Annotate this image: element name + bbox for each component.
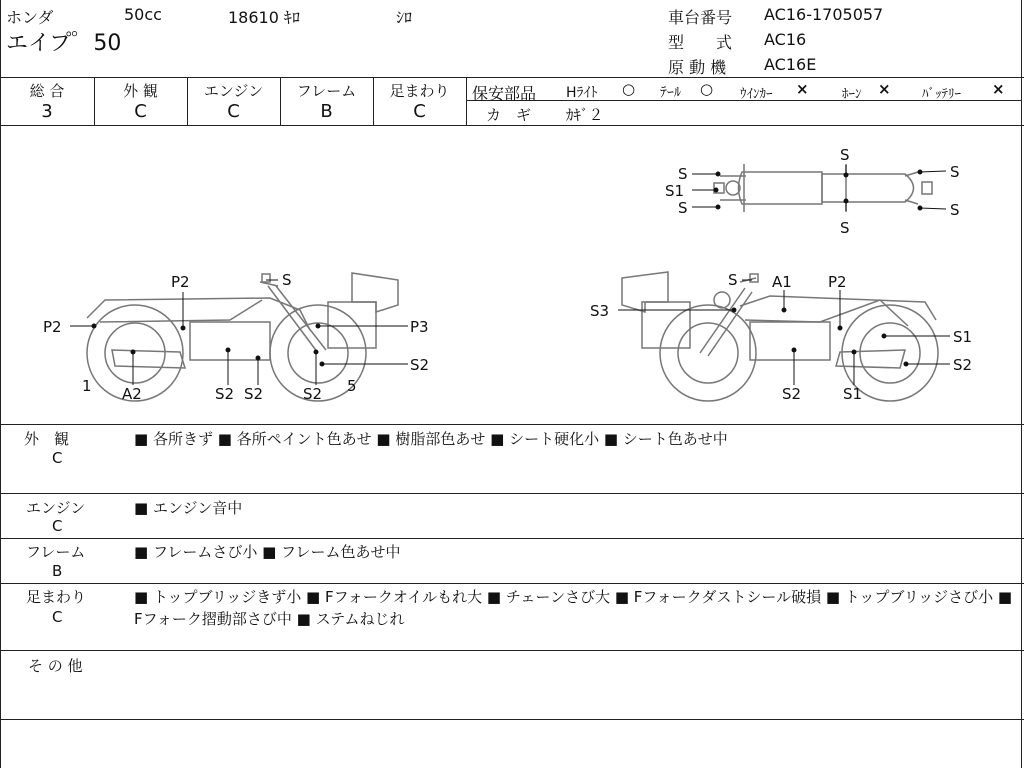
grade-label-suspension: 足まわり xyxy=(389,82,450,100)
type-value: AC16 xyxy=(764,30,807,49)
safety-mark-horn: × xyxy=(878,80,891,98)
diagram-label: S2 xyxy=(782,385,802,403)
grade-value-engine: C xyxy=(227,101,240,122)
diagram-label: A1 xyxy=(772,273,792,291)
diagram-label: 1 xyxy=(82,377,92,395)
section-text: ■ 各所きず ■ 各所ペイント色あせ ■ 樹脂部色あせ ■ シート硬化小 ■ シート色あせ中 xyxy=(134,430,728,448)
grade-value-exterior: C xyxy=(134,101,147,122)
section-grade: C xyxy=(52,449,63,467)
diagram-label: S xyxy=(950,163,960,181)
model-name: エイプ゜50 xyxy=(6,31,122,56)
diagram-label: S xyxy=(678,165,688,183)
diagram-label: S1 xyxy=(953,328,973,346)
section-title: フレーム xyxy=(26,543,86,561)
safety-item-horn: ﾎｰﾝ xyxy=(842,87,862,102)
grade-label-frame: フレーム xyxy=(296,82,357,100)
divider xyxy=(0,719,1024,720)
divider xyxy=(0,77,1024,78)
section-text: ■ エンジン音中 xyxy=(134,499,243,517)
section-title: エンジン xyxy=(26,499,86,517)
mileage: 18610 ｷﾛ xyxy=(228,8,300,27)
diagram-label: P2 xyxy=(828,273,847,291)
divider xyxy=(0,493,1024,494)
diagram-label: P3 xyxy=(410,318,429,336)
divider xyxy=(0,650,1024,651)
diagram-label: S2 xyxy=(953,356,973,374)
diagram-label: S2 xyxy=(244,385,264,403)
engine-value: AC16E xyxy=(764,55,817,74)
grade-label-overall: 総 合 xyxy=(29,82,65,100)
section-title: 外 観 xyxy=(24,430,70,448)
diagram-label: S xyxy=(840,146,850,164)
key-value: ｶｷﾞ２ xyxy=(566,106,604,124)
diagram-label: S2 xyxy=(410,356,430,374)
key-label: カ ギ xyxy=(486,106,532,124)
damage-diagram xyxy=(0,126,1024,424)
section-grade: C xyxy=(52,608,63,626)
displacement: 50cc xyxy=(124,5,162,24)
diagram-label: P2 xyxy=(171,273,190,291)
diagram-label: S xyxy=(950,201,960,219)
color: ｼﾛ xyxy=(396,8,413,27)
section-text: ■ トップブリッジきず小 ■ Fフォークオイルもれ大 ■ チェーンさび大 ■ Fフォークダストシール破損 ■ トップブリッジさび小 ■ Fフォーク摺動部さび中 ■ ステムねじれ xyxy=(134,588,1013,628)
section-text: ■ フレームさび小 ■ フレーム色あせ中 xyxy=(134,543,401,561)
divider xyxy=(0,583,1024,584)
safety-item-battery: ﾊﾞｯﾃﾘｰ xyxy=(922,87,961,102)
section-grade: B xyxy=(52,562,63,580)
safety-mark-winker: × xyxy=(796,80,809,98)
section-title: 足まわり xyxy=(26,588,87,606)
engine-label: 原 動 機 xyxy=(668,58,727,77)
grade-value-overall: 3 xyxy=(41,101,53,122)
diagram-label: S xyxy=(728,271,738,289)
grade-value-frame: B xyxy=(320,101,333,122)
divider xyxy=(0,538,1024,539)
section-title: そ の 他 xyxy=(28,657,83,675)
type-label: 型 式 xyxy=(668,33,733,52)
maker: ホンダ xyxy=(6,8,54,27)
grade-label-engine: エンジン xyxy=(203,82,264,100)
diagram-label: S3 xyxy=(590,302,610,320)
grade-label-exterior: 外 観 xyxy=(123,82,158,100)
divider xyxy=(0,424,1024,425)
diagram-label: S1 xyxy=(843,385,863,403)
diagram-label: 5 xyxy=(347,377,357,395)
top-view-outline xyxy=(714,164,932,212)
safety-mark-tail: ○ xyxy=(700,80,714,98)
frame-no: AC16-1705057 xyxy=(764,5,884,24)
section-grade: C xyxy=(52,517,63,535)
grade-value-suspension: C xyxy=(413,101,426,122)
diagram-label: S xyxy=(840,219,850,237)
diagram-label: S xyxy=(282,271,292,289)
diagram-label: S1 xyxy=(665,182,685,200)
diagram-label: P2 xyxy=(43,318,62,336)
safety-item-tail: ﾃｰﾙ xyxy=(660,85,681,101)
divider xyxy=(466,77,467,125)
safety-mark-battery: × xyxy=(992,80,1005,98)
diagram-label: A2 xyxy=(122,385,142,403)
safety-label: 保安部品 xyxy=(472,84,537,103)
safety-item-headlight: Hﾗｲﾄ xyxy=(566,85,598,101)
safety-item-winker: ｳｲﾝｶｰ xyxy=(740,87,773,102)
safety-mark-headlight: ○ xyxy=(622,80,636,98)
diagram-label: S2 xyxy=(215,385,235,403)
diagram-label: S2 xyxy=(303,385,323,403)
frame-no-label: 車台番号 xyxy=(668,8,733,27)
diagram-label: S xyxy=(678,199,688,217)
